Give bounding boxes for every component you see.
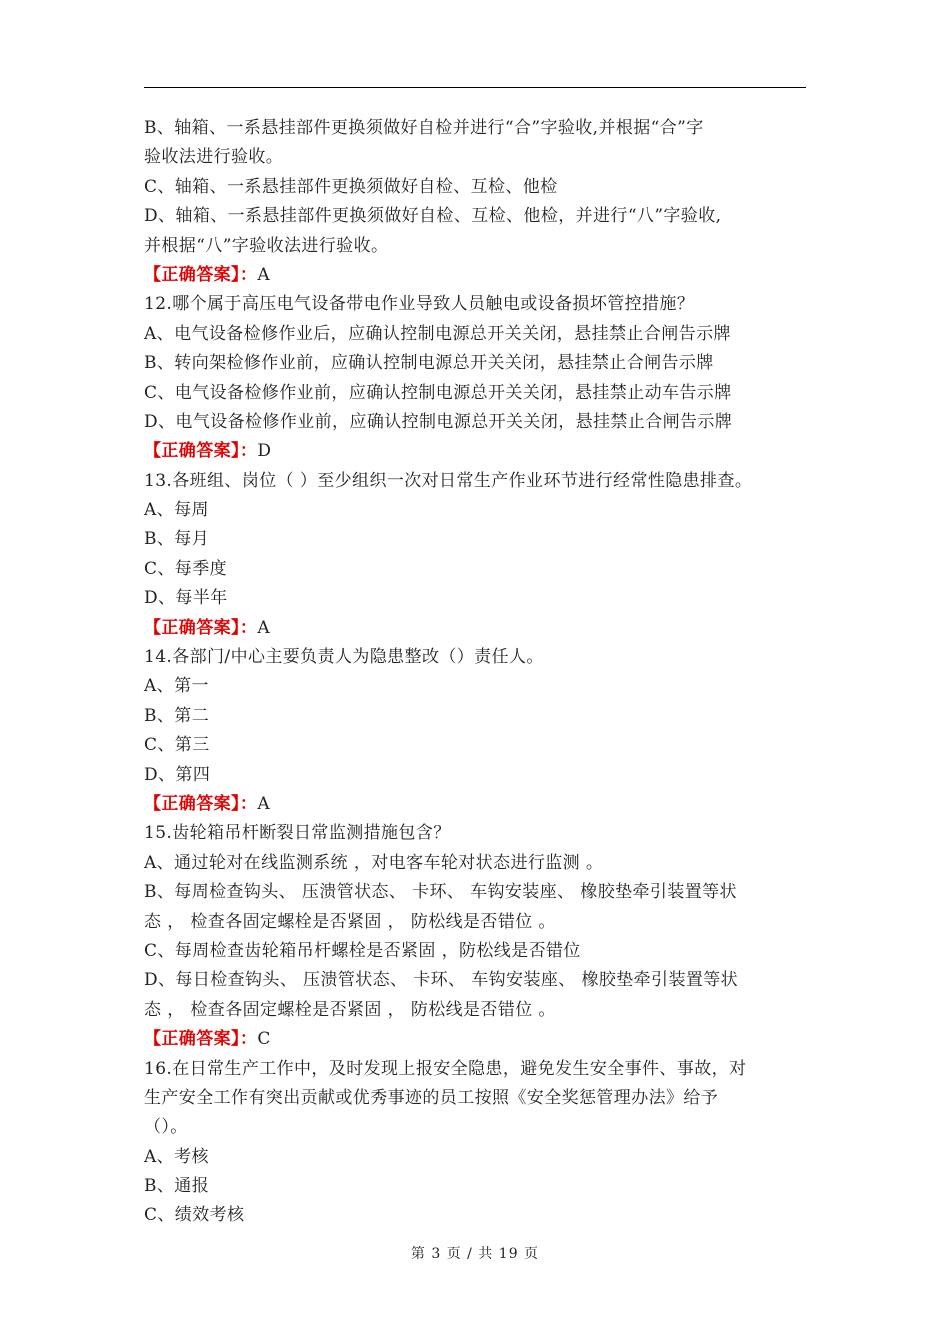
correct-answer-label: 【正确答案】： xyxy=(144,793,258,814)
text-line: 态 ， 检查各固定螺栓是否紧固 ， 防松线是否错位 。 xyxy=(144,999,556,1020)
text-line: D、轴箱、一系悬挂部件更换须做好自检、互检、他检，并进行“八”字验收, xyxy=(144,206,722,227)
text-line: C、第三 xyxy=(144,735,210,756)
correct-answer-value: D xyxy=(257,441,272,462)
correct-answer-line xyxy=(144,790,810,819)
correct-answer-value: C xyxy=(257,1029,271,1050)
text-line: 15.齿轮箱吊杆断裂日常监测措施包含？ xyxy=(144,823,451,844)
text-line: D、每半年 xyxy=(144,588,228,609)
correct-answer-label: 【正确答案】： xyxy=(144,264,258,285)
correct-answer-line xyxy=(144,261,810,290)
text-line: 验收法进行验收。 xyxy=(144,147,284,168)
text-line: A、每周 xyxy=(144,500,209,521)
text-line: C、电气设备检修作业前，应确认控制电源总开关关闭，悬挂禁止动车告示牌 xyxy=(144,382,732,403)
text-line: C、轴箱、一系悬挂部件更换须做好自检、互检、他检 xyxy=(144,176,558,197)
header-rule xyxy=(144,87,806,88)
text-line: B、每周检查钩头、 压溃管状态、 卡环、 车钩安装座、 橡胶垫牵引装置等状 xyxy=(144,882,737,903)
text-line: D、每日检查钩头、 压溃管状态、 卡环、 车钩安装座、 橡胶垫牵引装置等状 xyxy=(144,970,739,991)
text-line: 态 ， 检查各固定螺栓是否紧固 ， 防松线是否错位 。 xyxy=(144,911,556,932)
text-line: 14.各部门/中心主要负责人为隐患整改（）责任人。 xyxy=(144,647,544,668)
text-line: B、每月 xyxy=(144,529,210,550)
correct-answer-label: 【正确答案】： xyxy=(144,1029,258,1050)
text-line: B、轴箱、一系悬挂部件更换须做好自检并进行“合”字验收,并根据“合”字 xyxy=(144,118,704,138)
correct-answer-value: A xyxy=(257,264,270,285)
correct-answer-value: A xyxy=(257,617,270,638)
text-line: 生产安全工作有突出贡献或优秀事迹的员工按照《安全奖惩管理办法》给予 xyxy=(144,1087,719,1108)
document-body xyxy=(144,114,810,1231)
text-line: 13.各班组、岗位（ ）至少组织一次对日常生产作业环节进行经常性隐患排查。 xyxy=(144,470,753,491)
text-line: B、转向架检修作业前，应确认控制电源总开关关闭，悬挂禁止合闸告示牌 xyxy=(144,353,714,374)
text-line: C、每周检查齿轮箱吊杆螺栓是否紧固 ，防松线是否错位 xyxy=(144,940,581,961)
text-line: A、电气设备检修作业后，应确认控制电源总开关关闭，悬挂禁止合闸告示牌 xyxy=(144,323,731,344)
text-line: 16.在日常生产工作中，及时发现上报安全隐患，避免发生安全事件、事故，对 xyxy=(144,1058,747,1079)
correct-answer-label: 【正确答案】： xyxy=(144,441,258,462)
text-line: A、通过轮对在线监测系统 ，对电客车轮对状态进行监测 。 xyxy=(144,852,604,873)
text-line: （）。 xyxy=(144,1117,188,1138)
text-line: 并根据“八”字验收法进行验收。 xyxy=(144,235,389,256)
text-line: C、每季度 xyxy=(144,558,228,579)
text-line: 12.哪个属于高压电气设备带电作业导致人员触电或设备损坏管控措施？ xyxy=(144,294,695,315)
text-line: D、第四 xyxy=(144,764,211,785)
correct-answer-label: 【正确答案】： xyxy=(144,617,258,638)
correct-answer-value: A xyxy=(257,793,270,814)
correct-answer-line xyxy=(144,614,810,643)
text-line: D、电气设备检修作业前，应确认控制电源总开关关闭，悬挂禁止合闸告示牌 xyxy=(144,411,733,432)
text-line: B、第二 xyxy=(144,705,210,726)
text-line: B、通报 xyxy=(144,1176,210,1197)
correct-answer-line xyxy=(144,437,810,466)
text-line: A、第一 xyxy=(144,676,209,697)
page-footer: 第 3 页 / 共 19 页 xyxy=(410,1246,540,1262)
correct-answer-line xyxy=(144,1025,810,1054)
text-line: C、绩效考核 xyxy=(144,1205,245,1226)
text-line: A、考核 xyxy=(144,1146,209,1167)
